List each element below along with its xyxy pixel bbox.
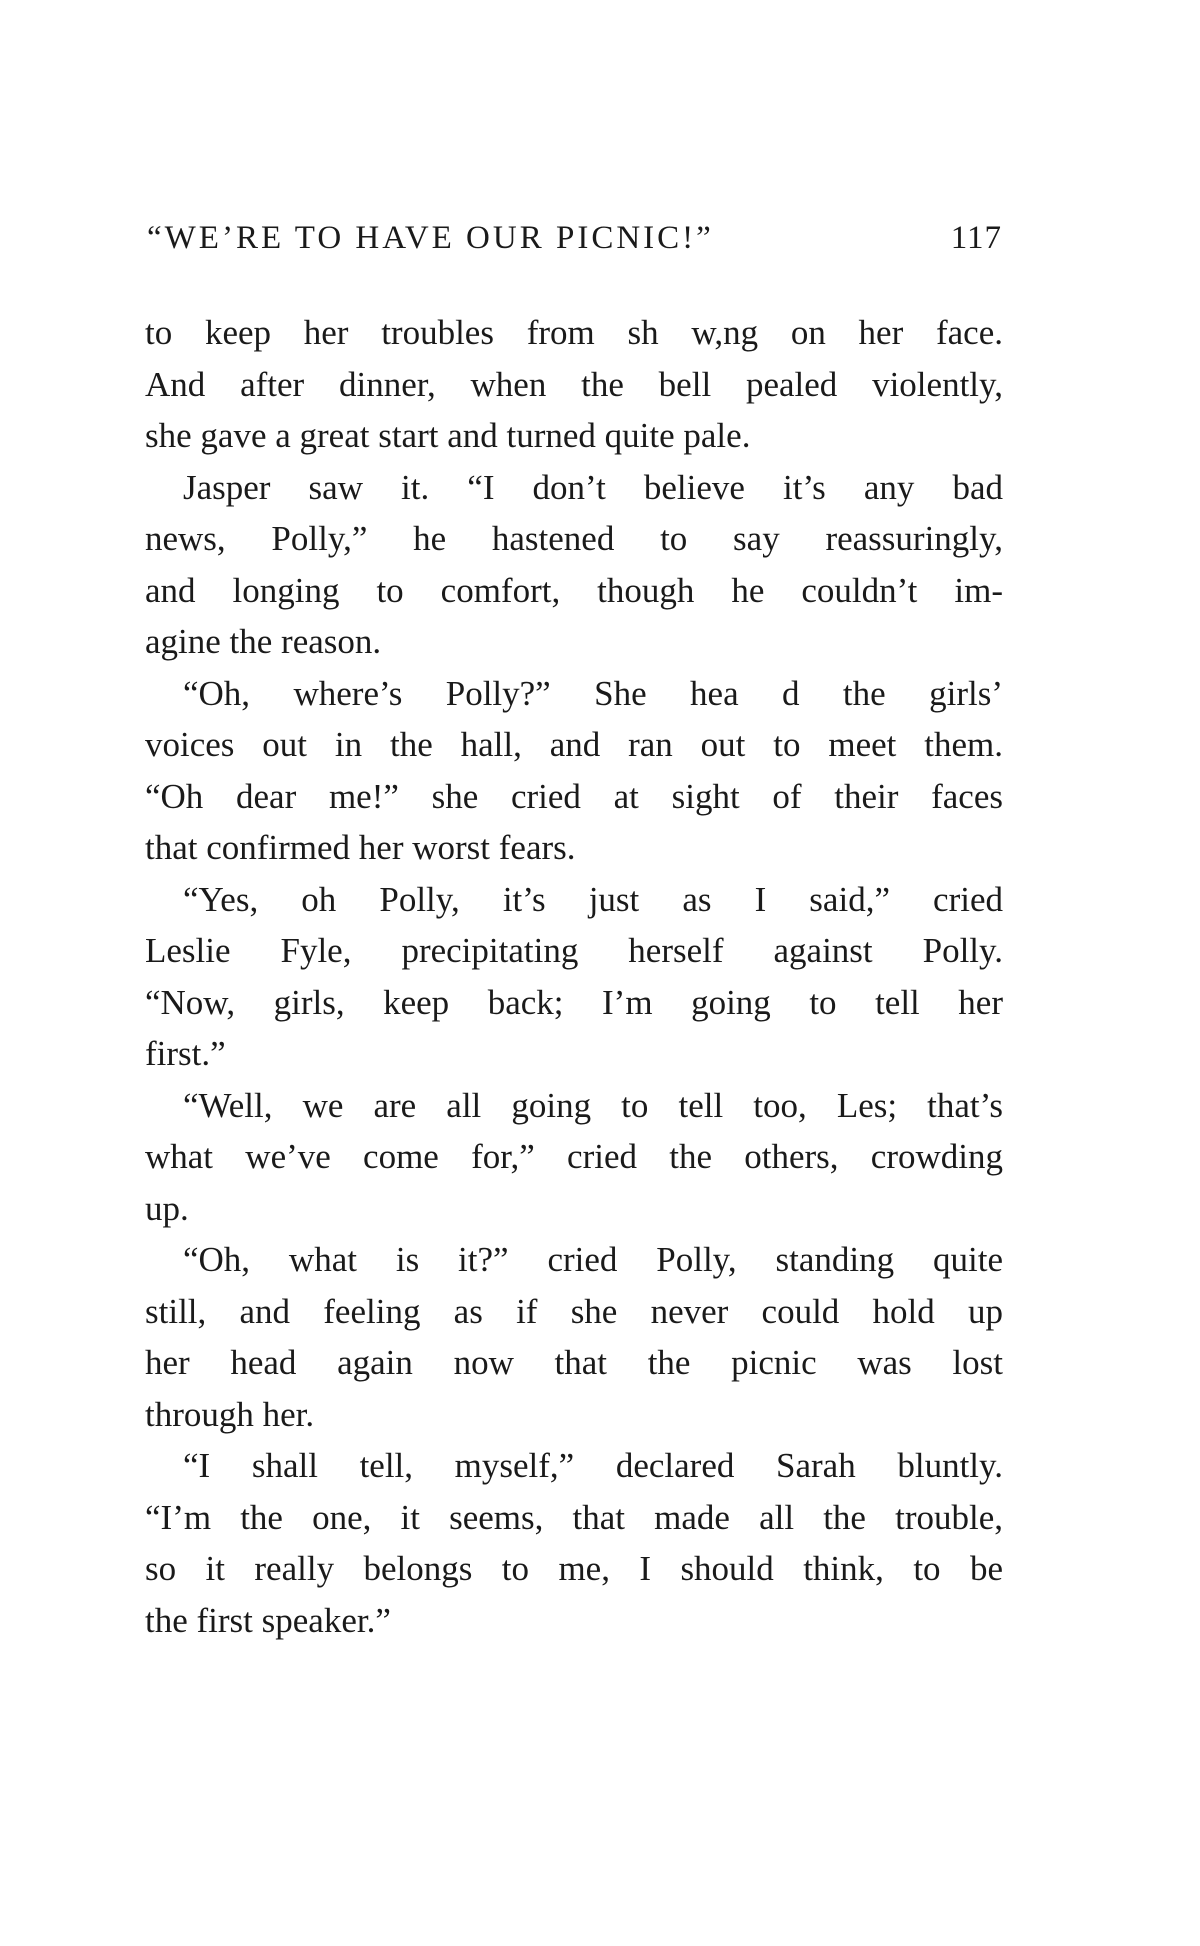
paragraph	[145, 668, 1003, 874]
text-line: to keep her troubles from sh w,ng on her face.	[145, 313, 1003, 352]
text-line: she gave a great start and turned quite pale.	[145, 416, 751, 455]
text-line: what we’ve come for,” cried the others, crowding	[145, 1137, 1003, 1176]
text-line: “I shall tell, myself,” declared Sarah bluntly.	[183, 1446, 1003, 1485]
text-line: her head again now that the picnic was lost	[145, 1343, 1003, 1382]
text-line: voices out in the hall, and ran out to meet them.	[145, 725, 1003, 764]
text-line: first.”	[145, 1034, 226, 1073]
text-line: And after dinner, when the bell pealed violently,	[145, 364, 1003, 404]
running-title: “WE’RE TO HAVE OUR PICNIC!”	[147, 220, 714, 256]
paragraph	[145, 462, 1003, 668]
text-line: “Now, girls, keep back; I’m going to tell her	[145, 982, 1003, 1022]
text-line: still, and feeling as if she never could hold up	[145, 1291, 1003, 1331]
text-line: up.	[145, 1188, 189, 1228]
page-number: 117	[950, 220, 1002, 256]
text-line: so it really belongs to me, I should think, to be	[145, 1549, 1003, 1588]
paragraph	[145, 307, 1003, 462]
text-line: agine the reason.	[145, 622, 382, 661]
text-line: Leslie Fyle, precipitating herself against Polly.	[145, 931, 1003, 970]
paragraph	[145, 874, 1003, 1080]
text-line: “Yes, oh Polly, it’s just as I said,” cried	[183, 879, 1003, 919]
paragraph	[145, 1440, 1003, 1646]
text-line: “Well, we are all going to tell too, Les; that’s	[183, 1085, 1003, 1125]
text-line: that confirmed her worst fears.	[145, 828, 576, 867]
body-text	[145, 307, 1003, 1646]
text-line: “Oh dear me!” she cried at sight of their faces	[145, 776, 1003, 816]
text-line: “I’m the one, it seems, that made all the trouble,	[145, 1497, 1003, 1537]
text-line: the first speaker.”	[145, 1600, 391, 1640]
text-line: “Oh, where’s Polly?” She hea d the girls’	[183, 673, 1003, 713]
text-line: “Oh, what is it?” cried Polly, standing quite	[183, 1240, 1003, 1279]
paragraph	[145, 1234, 1003, 1440]
paragraph	[145, 1080, 1003, 1235]
text-line: Jasper saw it. “I don’t believe it’s any bad	[183, 467, 1003, 507]
text-line: and longing to comfort, though he couldn’t im-	[145, 570, 1003, 610]
text-line: news, Polly,” he hastened to say reassuringly,	[145, 519, 1003, 558]
running-head	[147, 220, 1002, 266]
text-line: through her.	[145, 1394, 315, 1434]
